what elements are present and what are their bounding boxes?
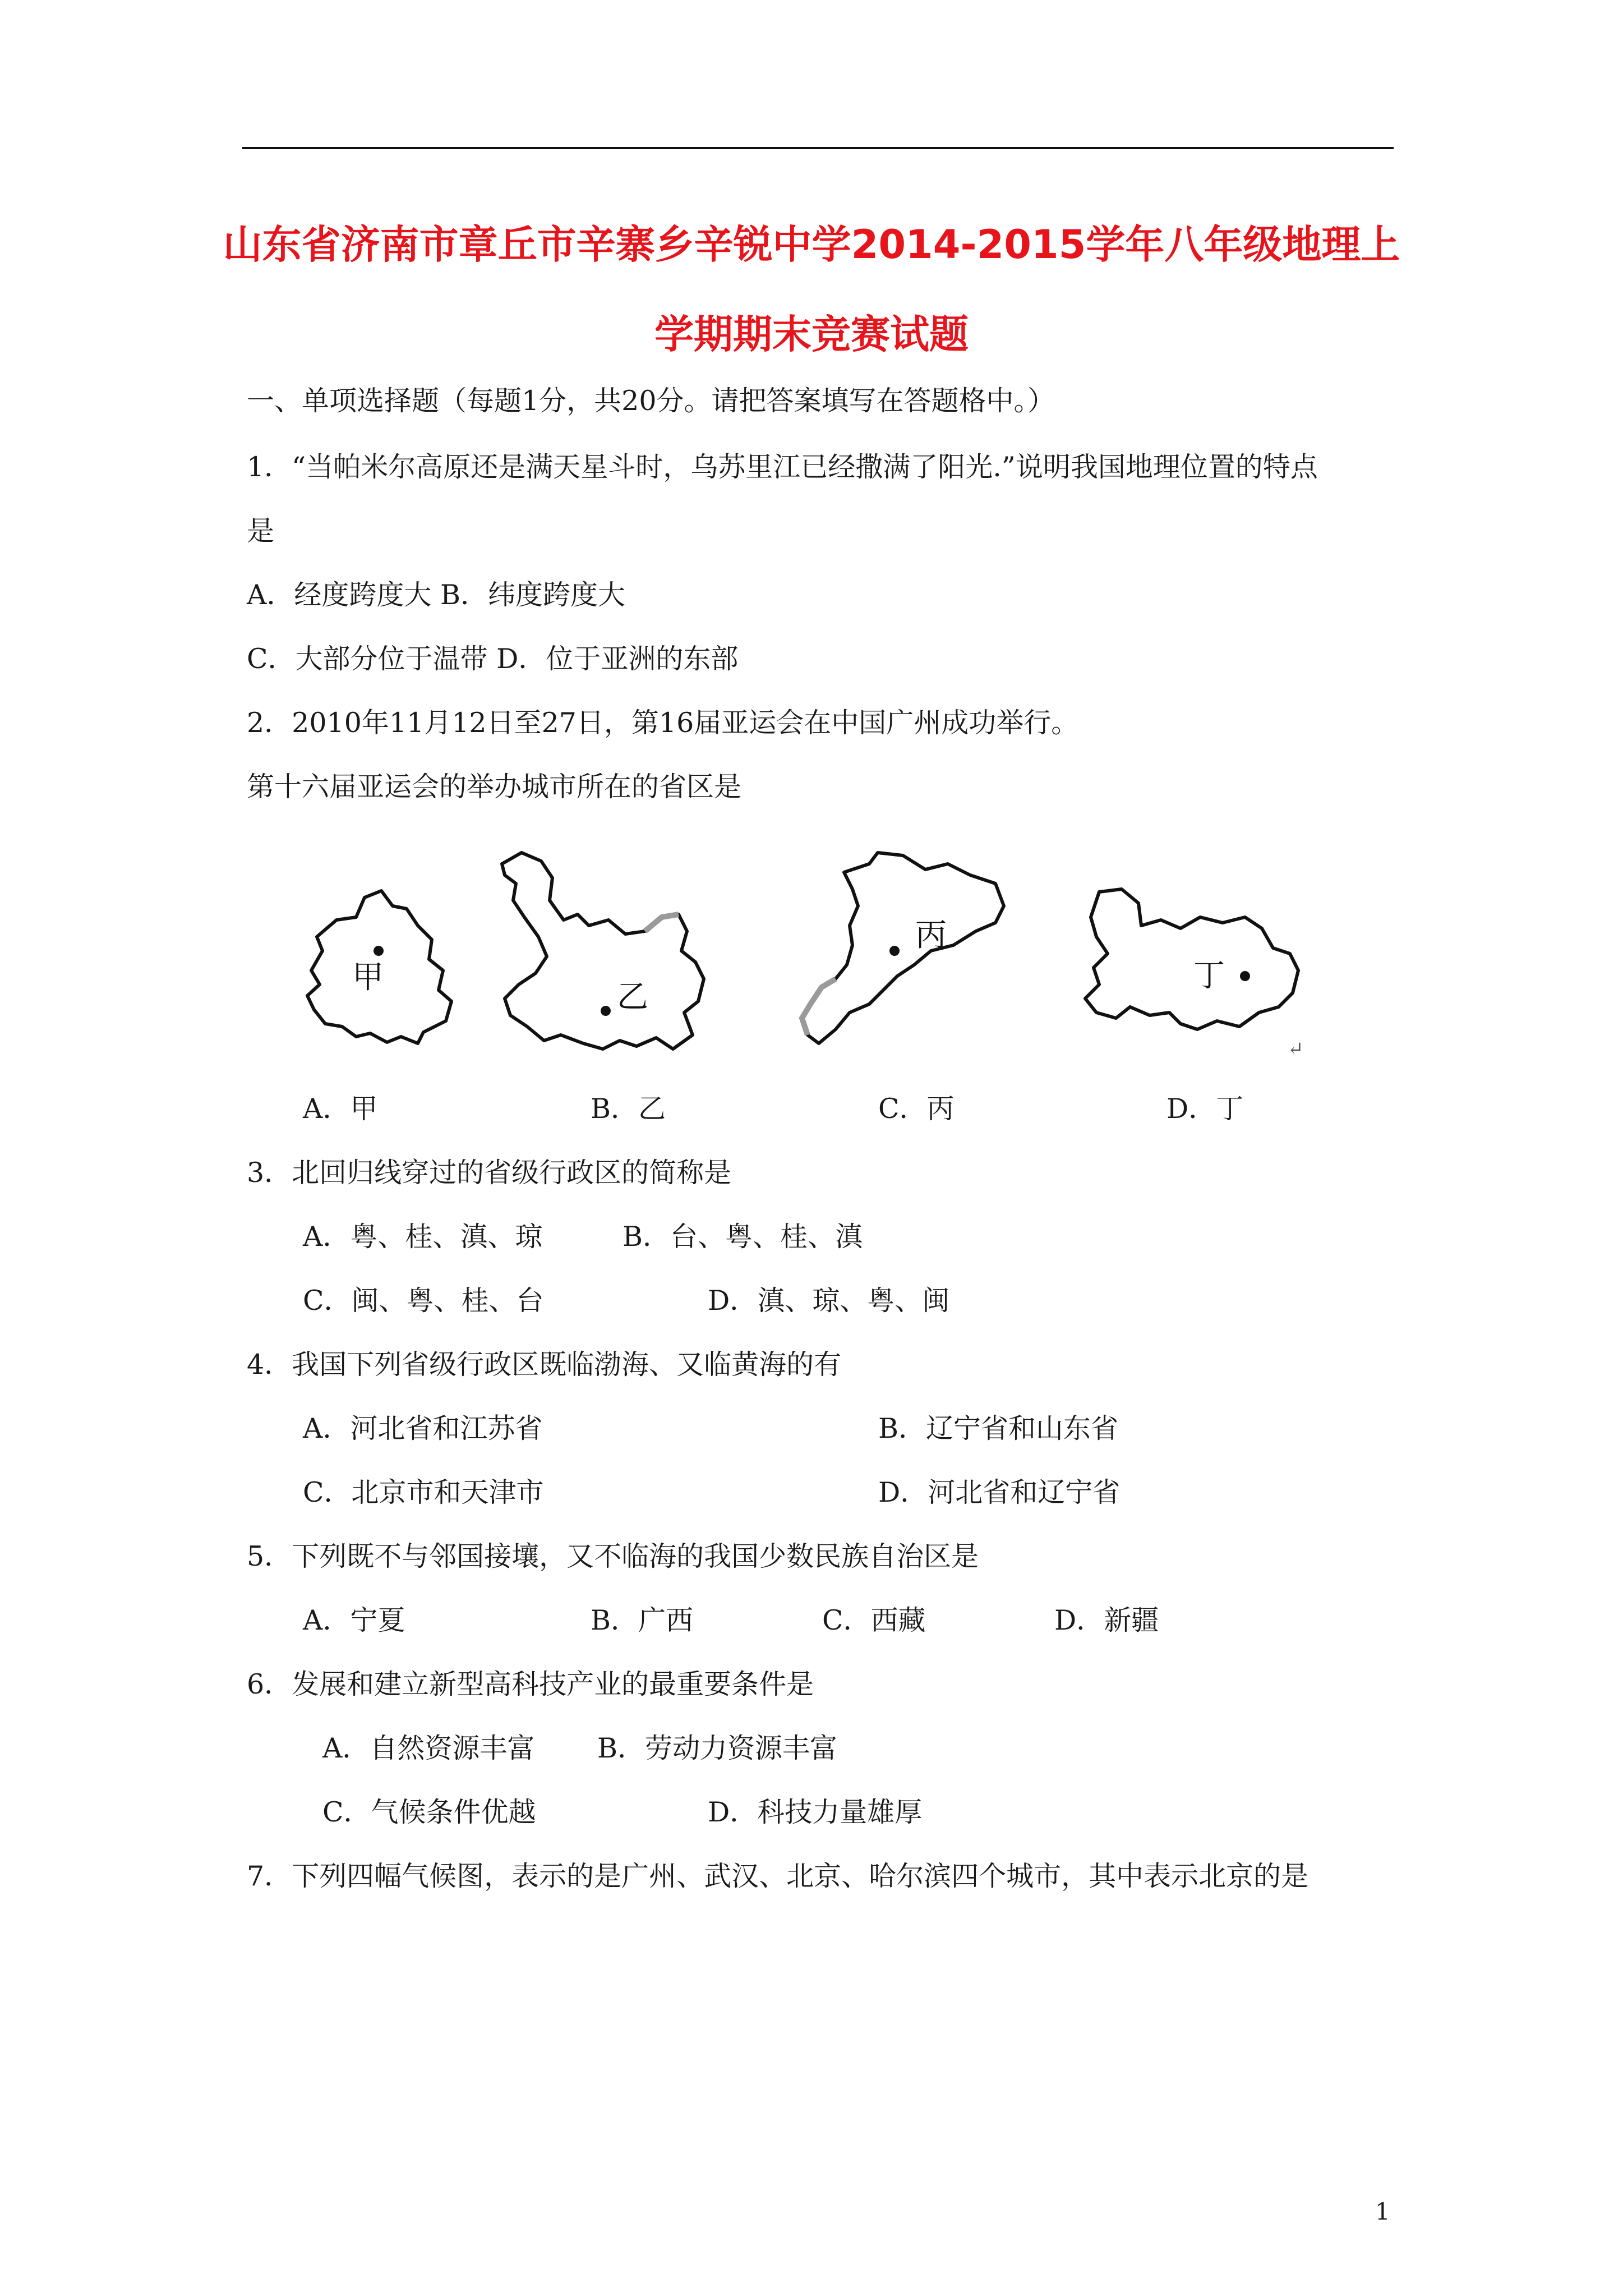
q4-option-a: A．河北省和江苏省 [303, 1412, 543, 1444]
q1-options-cd: C．大部分位于温带 D．位于亚洲的东部 [247, 643, 739, 675]
q6-option-d: D．科技力量雄厚 [708, 1796, 923, 1828]
q2-stem: 2．2010年11月12日至27日，第16届亚运会在中国广州成功举行。 [247, 707, 1079, 739]
q3-stem: 3．北回归线穿过的省级行政区的简称是 [247, 1157, 732, 1189]
map-label-yi: 乙 [617, 979, 648, 1015]
page-number: 1 [1375, 2198, 1390, 2225]
doc-title-line1: 山东省济南市章丘市辛寨乡辛锐中学2014-2015学年八年级地理上 [223, 222, 1400, 268]
q7-stem: 7．下列四幅气候图，表示的是广州、武汉、北京、哈尔滨四个城市，其中表示北京的是 [247, 1860, 1309, 1892]
q5-option-c: C．西藏 [822, 1604, 926, 1636]
q4-stem: 4．我国下列省级行政区既临渤海、又临黄海的有 [247, 1349, 842, 1381]
q2-option-c: C．丙 [878, 1093, 955, 1125]
q3-option-d: D．滇、琼、粤、闽 [708, 1285, 950, 1317]
section-heading: 一、单项选择题（每题1分，共20分。请把答案填写在答题格中。） [247, 385, 1055, 417]
q1-stem-cont: 是 [247, 515, 275, 547]
q2-option-a: A．甲 [303, 1093, 378, 1125]
province-map-ding [1077, 886, 1301, 1038]
q6-option-c: C．气候条件优越 [322, 1796, 536, 1828]
q3-option-c: C．闽、粤、桂、台 [303, 1285, 544, 1317]
q5-option-d: D．新疆 [1054, 1604, 1159, 1636]
q3-option-a: A．粤、桂、滇、琼 [303, 1221, 543, 1253]
header-rule [242, 147, 1394, 149]
q6-option-b: B．劳动力资源丰富 [597, 1732, 838, 1764]
province-map-bing [791, 844, 1009, 1052]
q2-option-d: D．丁 [1166, 1093, 1244, 1125]
q6-stem: 6．发展和建立新型高科技产业的最重要条件是 [247, 1668, 814, 1700]
q5-stem: 5．下列既不与邻国接壤，又不临海的我国少数民族自治区是 [247, 1540, 979, 1572]
q5-option-b: B．广西 [591, 1604, 694, 1636]
return-mark: ↵ [1288, 1038, 1304, 1060]
q3-option-b: B．台、粤、桂、滇 [623, 1221, 863, 1253]
q5-option-a: A．宁夏 [303, 1604, 405, 1636]
q4-option-c: C．北京市和天津市 [303, 1476, 544, 1508]
q2-option-b: B．乙 [591, 1093, 666, 1125]
q1-stem: 1．“当帕米尔高原还是满天星斗时，乌苏里江已经撒满了阳光.”说明我国地理位置的特点 [247, 451, 1318, 483]
province-map-yi [494, 847, 712, 1055]
q4-option-b: B．辽宁省和山东省 [878, 1412, 1119, 1444]
q2-stem-cont: 第十六届亚运会的举办城市所在的省区是 [247, 771, 742, 803]
q1-options-ab: A．经度跨度大 B．纬度跨度大 [247, 579, 625, 611]
map-label-jia: 甲 [352, 959, 384, 996]
q4-option-d: D．河北省和辽宁省 [878, 1476, 1121, 1508]
q6-option-a: A．自然资源丰富 [322, 1732, 535, 1764]
doc-title-line2: 学期期末竞赛试题 [654, 311, 969, 357]
map-label-bing: 丙 [915, 917, 947, 954]
map-label-ding: 丁 [1193, 958, 1225, 994]
